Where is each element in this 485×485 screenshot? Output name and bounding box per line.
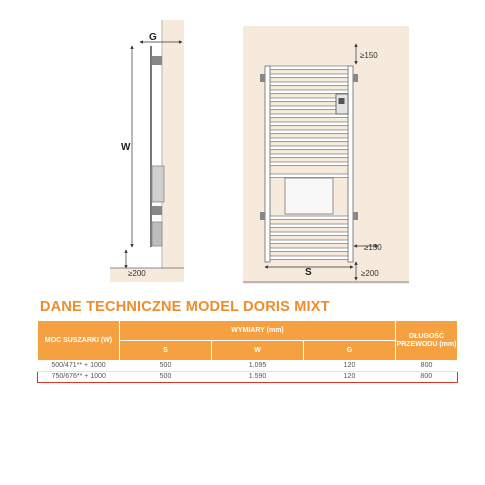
side-top-bracket	[152, 56, 162, 65]
front-bottom-label: ≥200	[361, 269, 379, 278]
subheader-g: G	[304, 341, 396, 361]
cell-s: 500	[120, 372, 212, 383]
front-view-drawing	[243, 26, 409, 284]
header-power: MOC SUSZARKI (W)	[38, 321, 120, 361]
side-view-drawing	[110, 20, 184, 282]
subheader-w: W	[212, 341, 304, 361]
side-heater-box	[152, 166, 164, 202]
spec-table	[37, 320, 458, 383]
bracket-bottom-right	[353, 212, 358, 220]
cell-cable: 800	[396, 372, 458, 383]
cell-g: 120	[304, 361, 396, 372]
section-title: DANE TECHNICZNE MODEL DORIS MIXT	[40, 299, 330, 315]
side-bottom-label: ≥200	[128, 269, 146, 278]
cell-w: 1.590	[212, 372, 304, 383]
subheader-s: S	[120, 341, 212, 361]
bracket-top-right	[353, 74, 358, 82]
table-row	[38, 361, 458, 372]
side-foot-box	[152, 222, 162, 246]
front-top-label: ≥150	[360, 51, 378, 60]
cell-w: 1.095	[212, 361, 304, 372]
table-row-highlighted	[38, 372, 458, 383]
header-cable: DŁUGOŚĆ PRZEWODU (mm)	[396, 321, 458, 361]
cell-power: 500/471** + 1000	[38, 361, 120, 372]
cell-s: 500	[120, 361, 212, 372]
cell-g: 120	[304, 372, 396, 383]
front-side-label: ≥150	[364, 243, 382, 252]
cell-cable: 800	[396, 361, 458, 372]
radiator-right-rail	[348, 66, 353, 262]
control-display	[339, 98, 345, 104]
radiator-left-rail	[265, 66, 270, 262]
bracket-top-left	[260, 74, 265, 82]
s-label: S	[305, 267, 312, 278]
header-dimensions: WYMIARY (mm)	[120, 321, 396, 341]
w-label: W	[121, 142, 131, 153]
radiator-heater-cutout	[285, 178, 333, 214]
side-bottom-bracket	[152, 206, 162, 215]
g-label: G	[149, 32, 157, 43]
cell-power: 750/676** + 1000	[38, 372, 120, 383]
wall-left-panel	[162, 20, 184, 282]
bracket-bottom-left	[260, 212, 265, 220]
floor-left	[110, 268, 184, 282]
